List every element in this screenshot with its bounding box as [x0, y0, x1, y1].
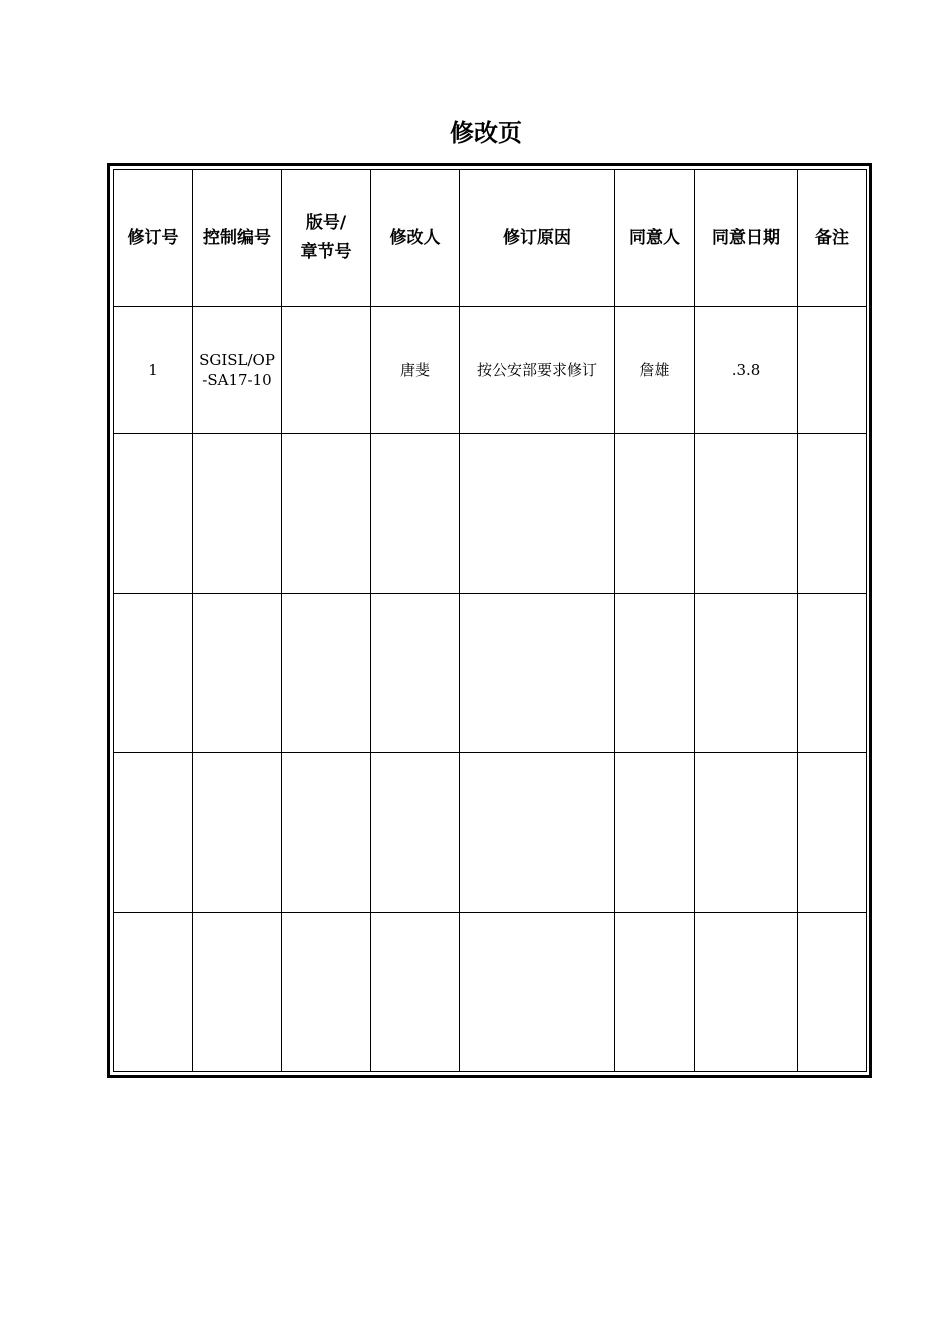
- cell-approval-date: [695, 434, 798, 593]
- cell-control-no: [193, 593, 282, 752]
- header-version-section-label: 版号/ 章节号: [300, 213, 352, 263]
- cell-version-section: [282, 307, 371, 434]
- cell-modifier: [371, 753, 460, 912]
- cell-modifier: 唐斐: [371, 307, 460, 434]
- cell-revision-no: [114, 434, 193, 593]
- table-row: [114, 912, 867, 1071]
- cell-approval-date: [695, 912, 798, 1071]
- cell-approval-date: [695, 753, 798, 912]
- cell-revision-reason: 按公安部要求修订: [460, 307, 615, 434]
- cell-control-no: [193, 434, 282, 593]
- header-version-section: [282, 170, 371, 307]
- cell-version-section: [282, 753, 371, 912]
- header-revision-no: 修订号: [114, 170, 193, 307]
- cell-revision-no: [114, 912, 193, 1071]
- cell-revision-no: [114, 753, 193, 912]
- page-title: 修改页: [450, 119, 522, 147]
- header-approver: 同意人: [615, 170, 695, 307]
- cell-revision-reason: [460, 753, 615, 912]
- cell-modifier: [371, 912, 460, 1071]
- header-approval-date: 同意日期: [695, 170, 798, 307]
- table-header-row: [114, 170, 867, 307]
- cell-version-section: [282, 434, 371, 593]
- cell-control-no-text: SGISL/OP-SA17-10: [199, 351, 275, 390]
- cell-approval-date: .3.8: [695, 307, 798, 434]
- cell-remarks: [798, 593, 867, 752]
- cell-remarks: [798, 434, 867, 593]
- cell-revision-reason: [460, 434, 615, 593]
- cell-modifier: [371, 593, 460, 752]
- cell-control-no: [193, 753, 282, 912]
- table-row: [114, 307, 867, 434]
- cell-revision-reason: [460, 912, 615, 1071]
- cell-remarks: [798, 307, 867, 434]
- cell-approver: [615, 593, 695, 752]
- cell-approver: [615, 434, 695, 593]
- cell-control-no: [193, 307, 282, 434]
- cell-modifier: [371, 434, 460, 593]
- table-row: [114, 593, 867, 752]
- header-remarks: 备注: [798, 170, 867, 307]
- header-control-no: 控制编号: [193, 170, 282, 307]
- table-row: [114, 753, 867, 912]
- cell-version-section: [282, 593, 371, 752]
- cell-approver: 詹雄: [615, 307, 695, 434]
- cell-version-section: [282, 912, 371, 1071]
- cell-revision-no: [114, 593, 193, 752]
- cell-approver: [615, 753, 695, 912]
- cell-remarks: [798, 912, 867, 1071]
- header-modifier: 修改人: [371, 170, 460, 307]
- revision-table: [113, 169, 867, 1072]
- cell-remarks: [798, 753, 867, 912]
- cell-revision-reason: [460, 593, 615, 752]
- table-row: [114, 434, 867, 593]
- cell-approval-date: [695, 593, 798, 752]
- cell-approver: [615, 912, 695, 1071]
- header-revision-reason: 修订原因: [460, 170, 615, 307]
- cell-control-no: [193, 912, 282, 1071]
- revision-table-frame: [107, 163, 872, 1078]
- cell-revision-no: 1: [114, 307, 193, 434]
